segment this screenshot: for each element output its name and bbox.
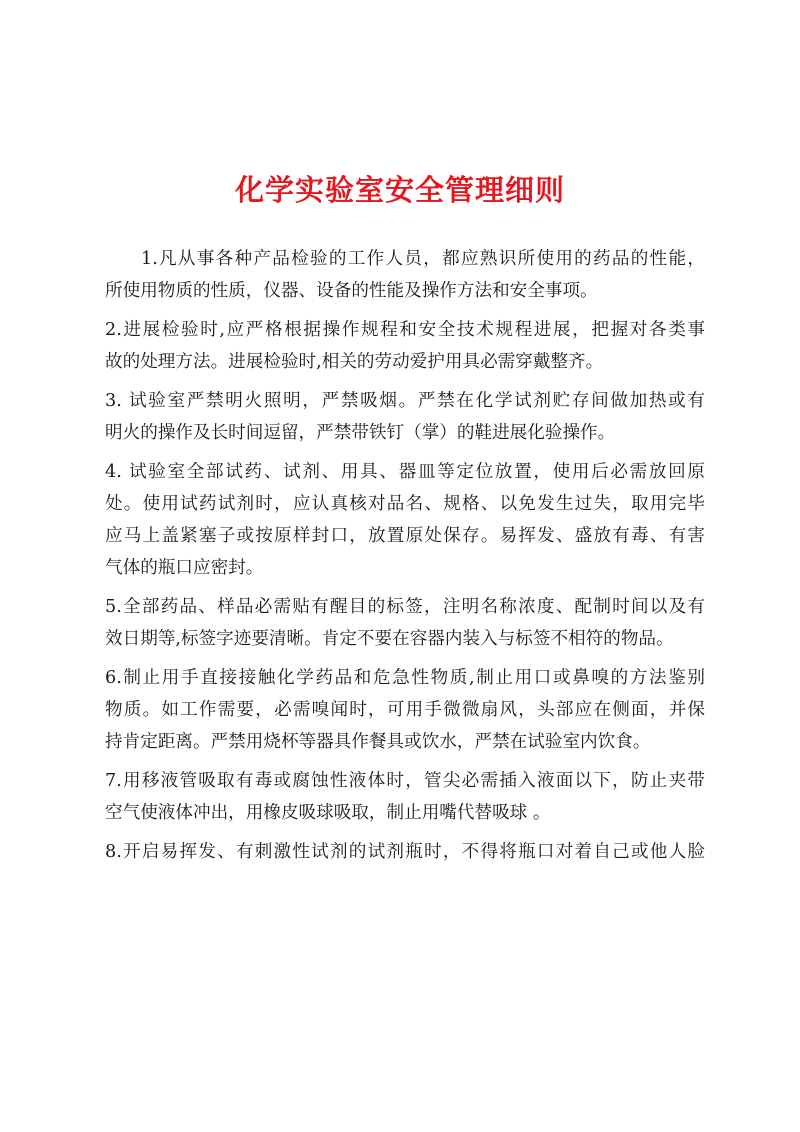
paragraph-8: [105, 836, 705, 868]
paragraph-line: 4. 试验室全部试药、试剂、用具、器皿等定位放置，使用后必需放回原: [105, 462, 705, 482]
paragraph-line: 明火的操作及长时间逗留，严禁带铁钉（掌）的鞋进展化验操作。: [105, 423, 616, 443]
paragraph-line: 3. 试验室严禁明火照明，严禁吸烟。严禁在化学试剂贮存间做加热或有: [105, 391, 705, 411]
paragraph-line: 所使用物质的性质，仪器、设备的性能及操作方法和安全事项。: [105, 281, 598, 301]
paragraph-line: 5.全部药品、样品必需贴有醒目的标签，注明名称浓度、配制时间以及有: [105, 597, 705, 617]
document-title: 化学实验室安全管理细则: [234, 173, 565, 207]
paragraph-line: 空气使液体冲出，用橡皮吸球吸取，制止用嘴代替吸球 。: [105, 803, 551, 823]
paragraph-line: 处。使用试药试剂时，应认真核对品名、规格、以免发生过失，取用完毕: [105, 494, 705, 514]
paragraph-line: 效日期等,标签字迹要清晰。肯定不要在容器内装入与标签不相符的物品。: [105, 629, 674, 649]
paragraph-2: [105, 314, 705, 378]
paragraph-1: [105, 243, 705, 307]
paragraph-line: 持肯定距离。严禁用烧杯等器具作餐具或饮水，严禁在试验室内饮食。: [105, 732, 651, 752]
paragraph-5: [105, 591, 705, 655]
paragraph-4: [105, 456, 705, 584]
paragraph-3: [105, 385, 705, 449]
document-body: [105, 243, 705, 875]
paragraph-6: [105, 662, 705, 758]
paragraph-line: 气体的瓶口应密封。: [105, 558, 264, 578]
paragraph-line: 2.进展检验时,应严格根据操作规程和安全技术规程进展，把握对各类事: [105, 320, 705, 340]
paragraph-line: 7.用移液管吸取有毒或腐蚀性液体时，管尖必需插入液面以下，防止夹带: [105, 771, 705, 791]
paragraph-line: 应马上盖紧塞子或按原样封口，放置原处保存。易挥发、盛放有毒、有害: [105, 526, 705, 546]
paragraph-line: 物质。如工作需要，必需嗅闻时，可用手微微扇风，头部应在侧面，并保: [105, 700, 705, 720]
paragraph-line: 1.凡从事各种产品检验的工作人员，都应熟识所使用的药品的性能，: [141, 249, 705, 269]
paragraph-line: 8.开启易挥发、有刺激性试剂的试剂瓶时，不得将瓶口对着自己或他人脸: [105, 842, 705, 862]
paragraph-7: [105, 765, 705, 829]
paragraph-line: 故的处理方法。进展检验时,相关的劳动爱护用具必需穿戴整齐。: [105, 352, 604, 372]
paragraph-line: 6.制止用手直接接触化学药品和危急性物质,制止用口或鼻嗅的方法鉴别: [105, 668, 705, 688]
